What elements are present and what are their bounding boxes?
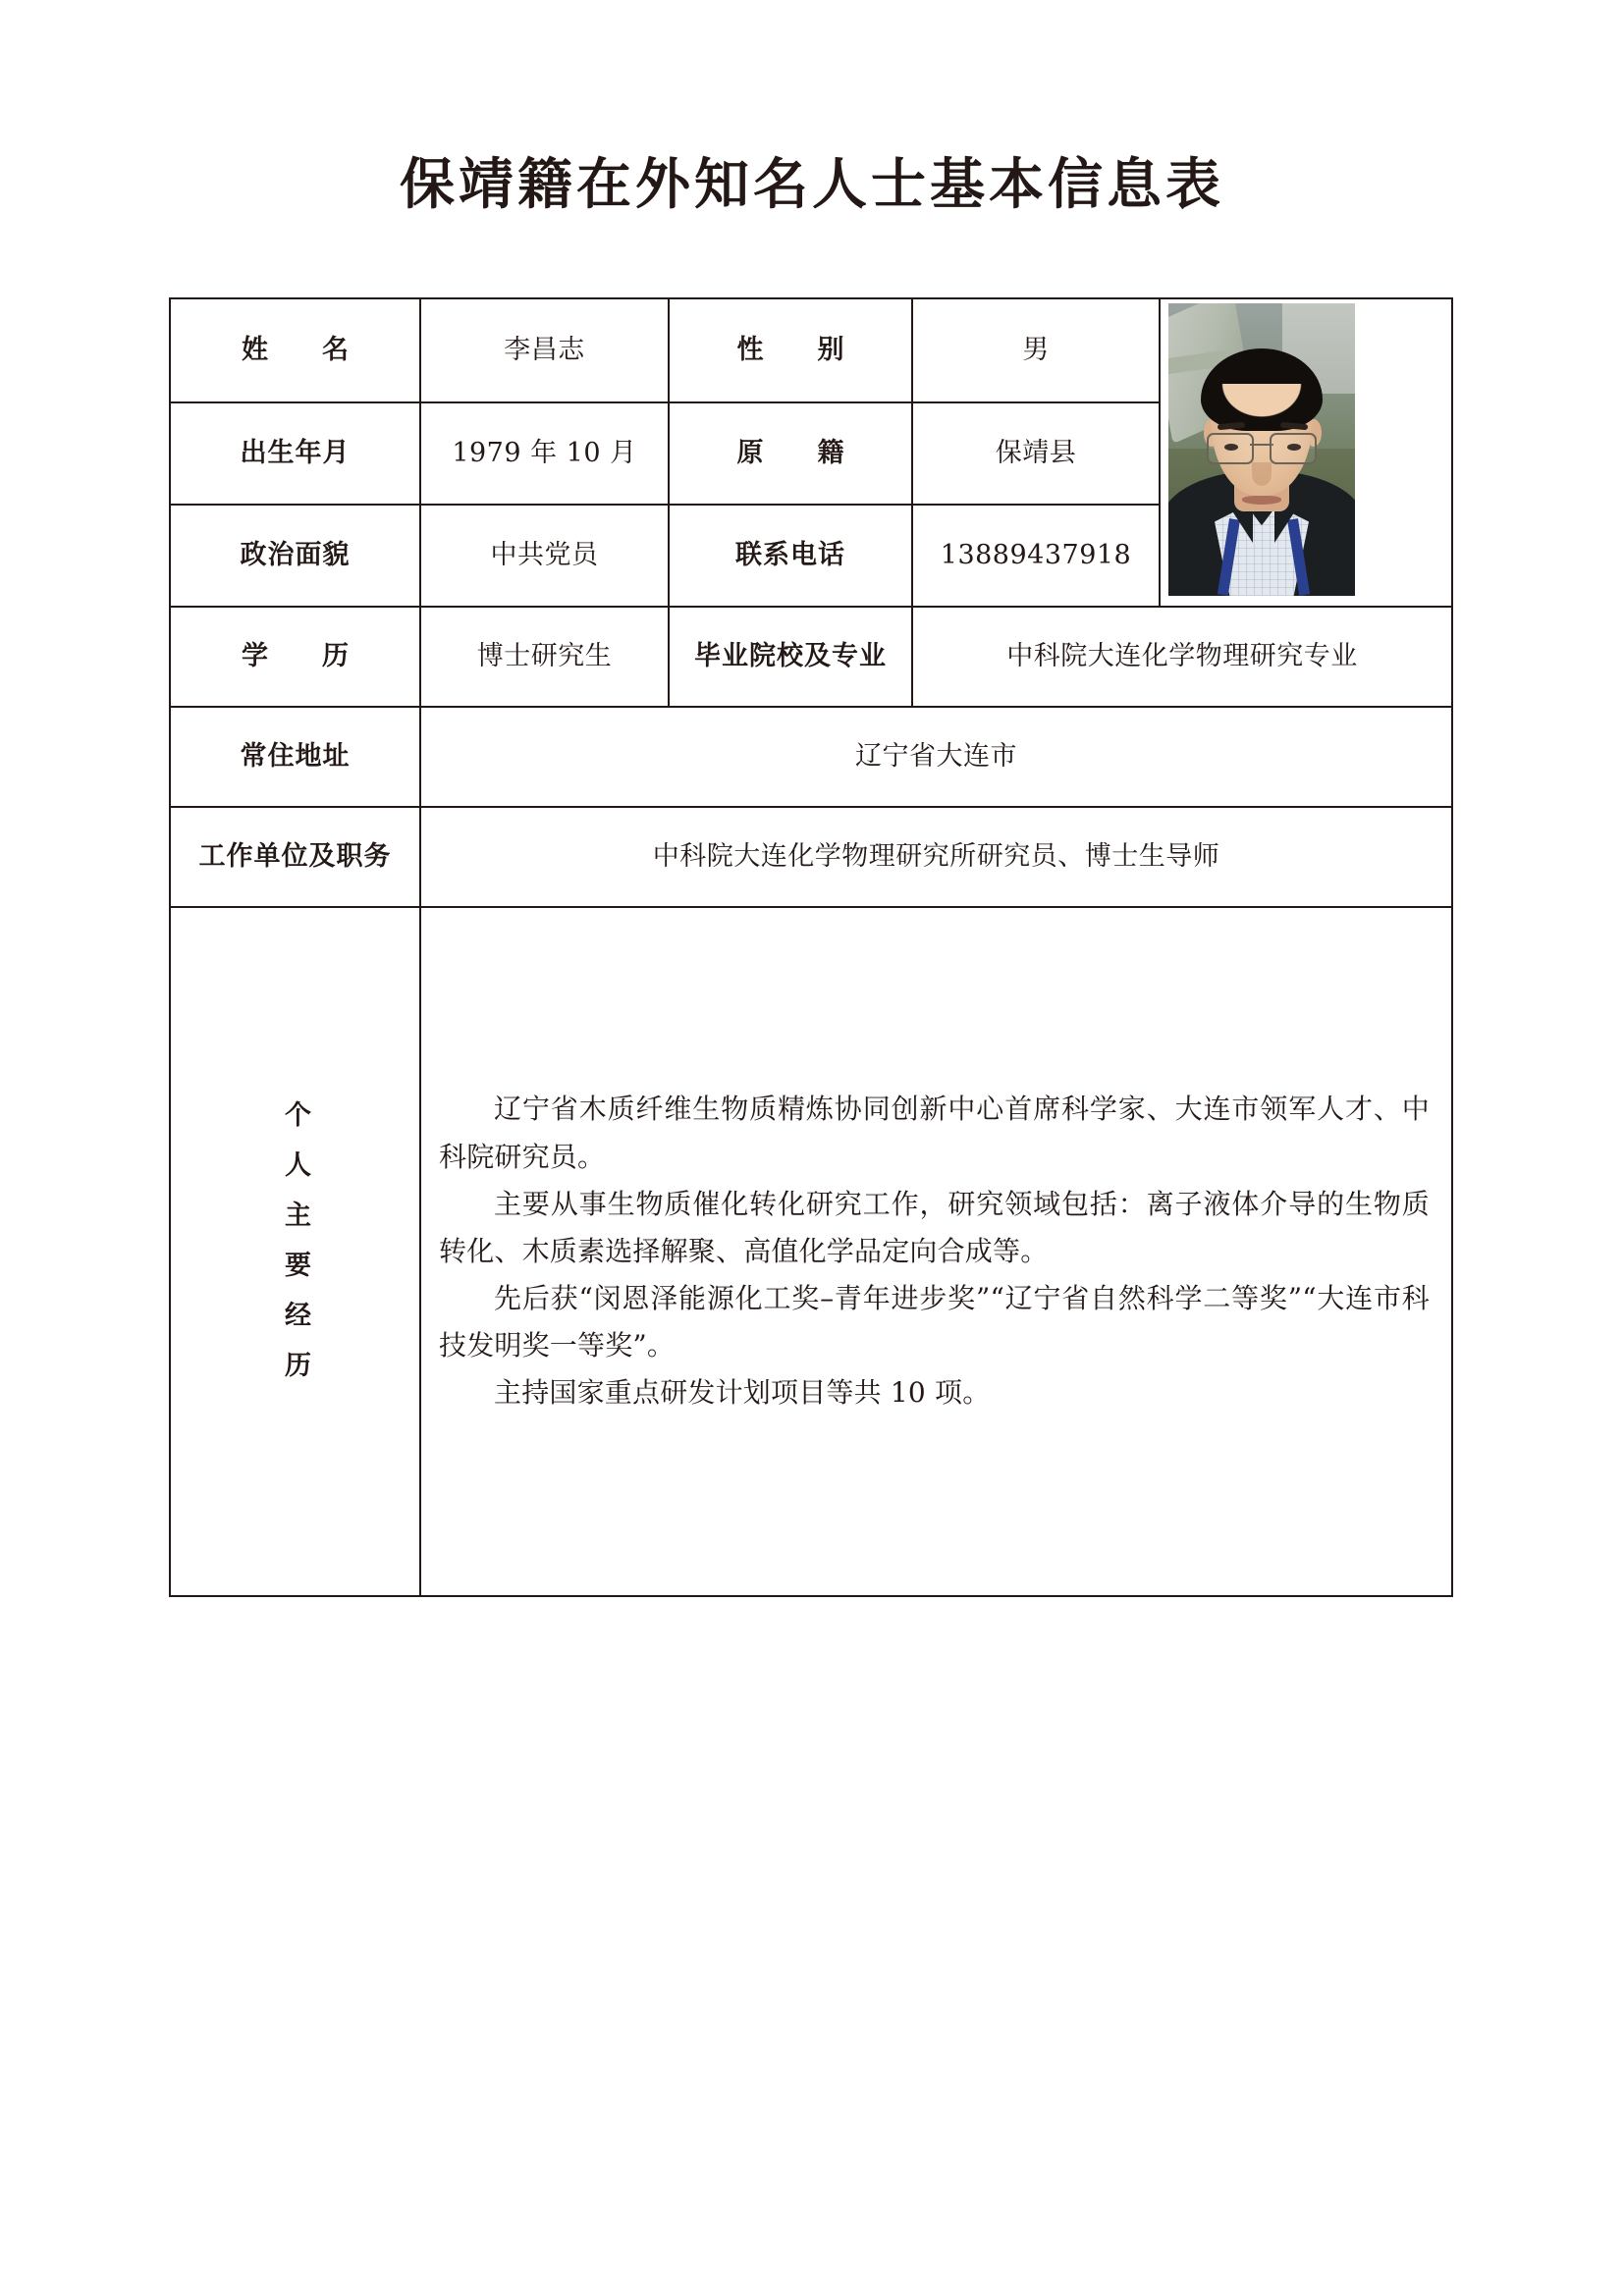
table-row-experience — [170, 907, 1452, 1596]
label-address: 常住地址 — [170, 707, 420, 807]
label-birth-date: 出生年月 — [170, 402, 420, 505]
photo-nose — [1252, 462, 1272, 486]
table-row-name — [170, 298, 1452, 402]
value-school-major: 中科院大连化学物理研究专业 — [912, 607, 1452, 707]
photo-glasses-lens-left — [1207, 433, 1254, 464]
label-origin: 原 籍 — [669, 402, 912, 505]
label-school-major: 毕业院校及专业 — [669, 607, 912, 707]
value-name: 李昌志 — [420, 298, 669, 402]
label-education: 学 历 — [170, 607, 420, 707]
table-row-education — [170, 607, 1452, 707]
value-address: 辽宁省大连市 — [420, 707, 1452, 807]
table-row-work — [170, 807, 1452, 907]
personal-info-table — [169, 297, 1453, 1597]
photo-mouth — [1242, 496, 1281, 505]
value-phone: 13889437918 — [912, 505, 1160, 607]
experience-paragraph: 辽宁省木质纤维生物质精炼协同创新中心首席科学家、大连市领军人才、中科院研究员。 — [439, 1093, 1430, 1173]
label-experience-cell — [170, 907, 420, 1596]
value-experience-cell — [420, 907, 1452, 1596]
photo-cell — [1160, 298, 1452, 607]
photo-glasses — [1205, 433, 1319, 462]
label-work-unit: 工作单位及职务 — [170, 807, 420, 907]
label-experience: 个人主要经历 — [280, 1099, 310, 1401]
value-education: 博士研究生 — [420, 607, 669, 707]
label-political-status: 政治面貌 — [170, 505, 420, 607]
table-row-address — [170, 707, 1452, 807]
experience-paragraph: 主要从事生物质催化转化研究工作，研究领域包括：离子液体介导的生物质转化、木质素选择解聚、高值化学品定向合成等。 — [439, 1187, 1430, 1267]
photo-glasses-lens-right — [1270, 433, 1317, 464]
label-name: 姓 名 — [170, 298, 420, 402]
page-title: 保靖籍在外知名人士基本信息表 — [400, 152, 1224, 217]
photo-frame — [1161, 299, 1451, 606]
value-political-status: 中共党员 — [420, 505, 669, 607]
portrait-photo — [1168, 303, 1355, 596]
label-gender: 性 别 — [669, 298, 912, 402]
value-work-unit: 中科院大连化学物理研究所研究员、博士生导师 — [420, 807, 1452, 907]
experience-paragraph: 主持国家重点研发计划项目等共 10 项。 — [494, 1376, 991, 1410]
value-birth-date: 1979 年 10 月 — [420, 402, 669, 505]
experience-paragraph: 先后获“闵恩泽能源化工奖–青年进步奖”“辽宁省自然科学二等奖”“大连市科技发明奖一等奖”。 — [439, 1282, 1430, 1362]
label-phone: 联系电话 — [669, 505, 912, 607]
value-gender: 男 — [912, 298, 1160, 402]
experience-text — [439, 1086, 1430, 1416]
value-origin: 保靖县 — [912, 402, 1160, 505]
